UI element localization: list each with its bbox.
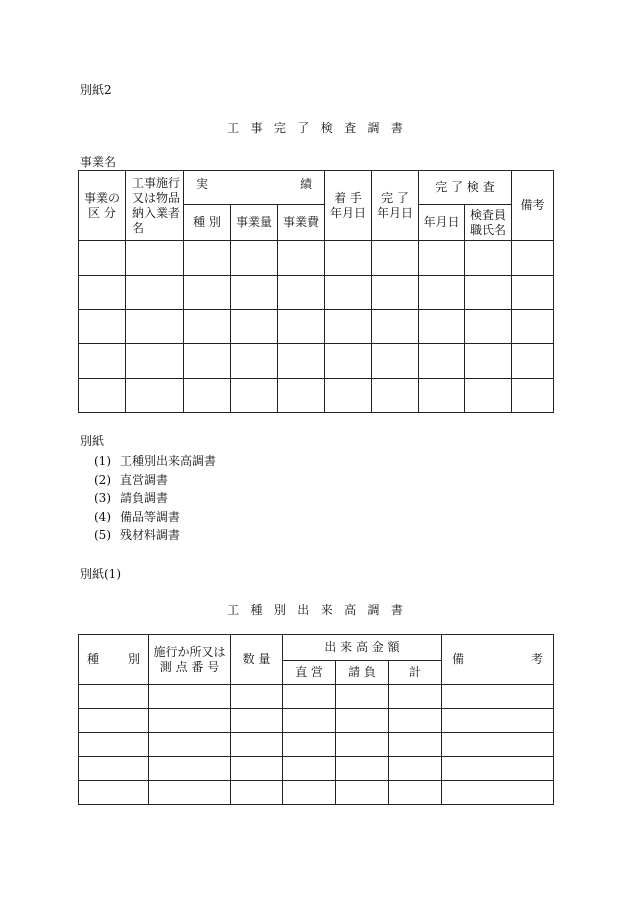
list-item: (3) 請負調書 (94, 491, 169, 505)
table-row (79, 733, 554, 757)
table-row (79, 241, 554, 276)
inspection-table (78, 170, 554, 413)
attachment-label-2: 別紙2 (80, 83, 112, 97)
header-total: 計 (389, 661, 442, 685)
list-item: (4) 備品等調書 (94, 510, 181, 524)
progress-table (78, 634, 554, 805)
header-quantity: 数 量 (231, 635, 283, 685)
list-item: (2) 直営調書 (94, 473, 169, 487)
header-type: 種 別 (184, 205, 231, 241)
header-inspector: 検査員 職氏名 (465, 205, 512, 241)
header-completion-inspection: 完 了 検 査 (419, 171, 512, 205)
table-row (79, 781, 554, 805)
header-remarks: 備 考 (442, 635, 554, 685)
list-item: (1) 工種別出来高調書 (94, 454, 217, 468)
section-title: 工種別出来高調書 (227, 603, 415, 617)
header-cost: 事業費 (278, 205, 325, 241)
table-row (79, 757, 554, 781)
list-item: (5) 残材料調書 (94, 528, 181, 542)
table-row (79, 709, 554, 733)
table-row (79, 379, 554, 413)
table-row (79, 310, 554, 344)
header-contractor: 工事施行 又は物品 納入業者 名 (126, 171, 184, 241)
header-amount: 出 来 高 金 額 (283, 635, 442, 661)
header-remarks: 備考 (512, 171, 554, 241)
header-location: 施行か所又は 測 点 番 号 (149, 635, 231, 685)
header-results: 実 績 (184, 171, 325, 205)
header-category: 事業の 区 分 (79, 171, 126, 241)
project-name-label: 事業名 (80, 155, 117, 169)
header-start-date: 着 手 年月日 (325, 171, 372, 241)
table-row (79, 344, 554, 379)
table-row (79, 685, 554, 709)
document-title: 工事完了検査調書 (227, 121, 415, 135)
header-finish-date: 完 了 年月日 (372, 171, 419, 241)
header-volume: 事業量 (231, 205, 278, 241)
header-contract: 請 負 (336, 661, 389, 685)
table-row (79, 276, 554, 310)
attachments-label: 別紙 (80, 434, 105, 448)
header-inspection-date: 年月日 (419, 205, 465, 241)
header-direct: 直 営 (283, 661, 336, 685)
attachment-label-1: 別紙(1) (80, 567, 121, 581)
header-type: 種 別 (79, 635, 149, 685)
